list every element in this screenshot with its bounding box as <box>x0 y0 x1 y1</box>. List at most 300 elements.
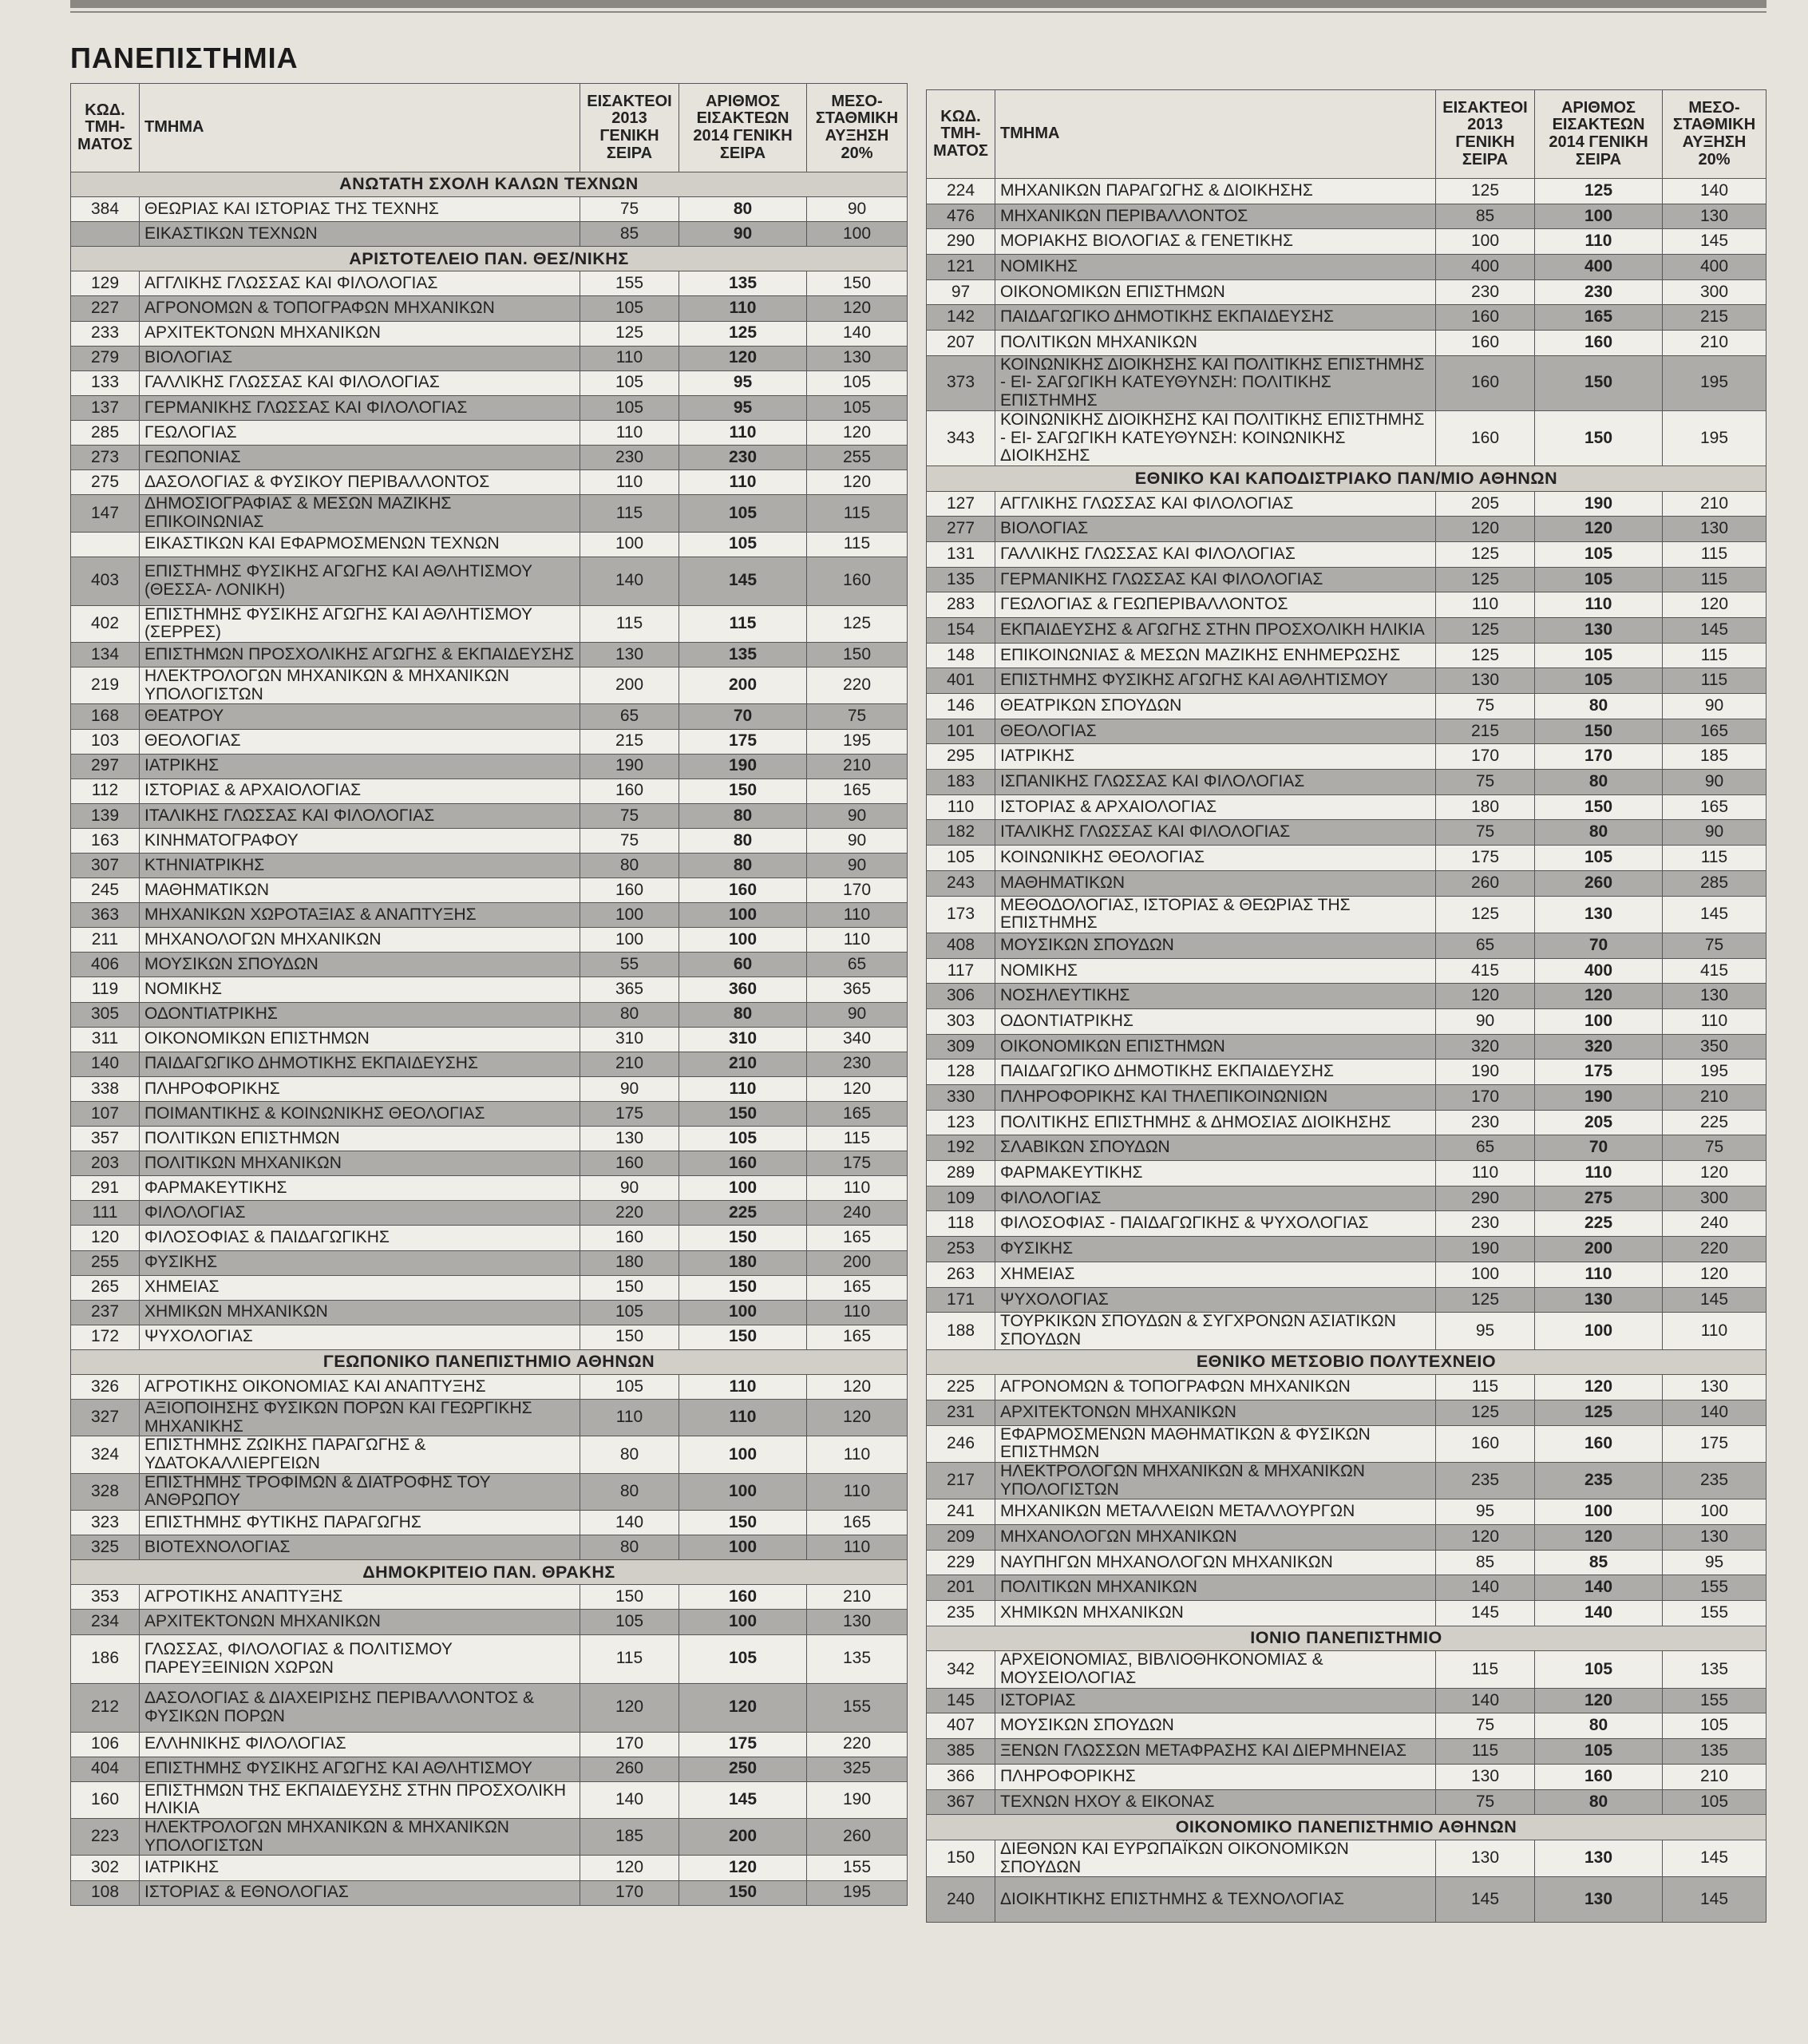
department-code: 133 <box>71 370 140 395</box>
weighted-increase: 130 <box>1663 1375 1766 1400</box>
department-name: ΒΙΟΛΟΓΙΑΣ <box>140 346 580 370</box>
admitted-2014: 135 <box>679 643 807 667</box>
admitted-2014: 105 <box>679 1127 807 1151</box>
department-code: 171 <box>927 1287 995 1313</box>
department-name: ΙΤΑΛΙΚΗΣ ΓΛΩΣΣΑΣ ΚΑΙ ΦΙΛΟΛΟΓΙΑΣ <box>995 820 1436 846</box>
department-name: ΓΑΛΛΙΚΗΣ ΓΛΩΣΣΑΣ ΚΑΙ ΦΙΛΟΛΟΓΙΑΣ <box>140 370 580 395</box>
department-name: ΑΓΡΟΤΙΚΗΣ ΟΙΚΟΝΟΜΙΑΣ ΚΑΙ ΑΝΑΠΤΥΞΗΣ <box>140 1374 580 1399</box>
table-row <box>927 1524 1766 1550</box>
department-name: ΕΠΙΣΤΗΜΩΝ ΤΗΣ ΕΚΠΑΙΔΕΥΣΗΣ ΣΤΗΝ ΠΡΟΣΧΟΛΙΚΗ ΗΛΙΚΙΑ <box>140 1781 580 1818</box>
weighted-increase: 210 <box>1663 331 1766 356</box>
admitted-2014: 100 <box>679 903 807 928</box>
weighted-increase: 105 <box>1663 1713 1766 1739</box>
weighted-increase: 165 <box>807 1511 908 1535</box>
admitted-2013: 80 <box>580 1473 679 1510</box>
admitted-2013: 210 <box>580 1052 679 1076</box>
admitted-2013: 140 <box>580 1511 679 1535</box>
admitted-2014: 145 <box>679 1781 807 1818</box>
table-row <box>927 1688 1766 1713</box>
admitted-2013: 170 <box>1436 744 1535 770</box>
weighted-increase: 120 <box>1663 1161 1766 1186</box>
weighted-increase: 150 <box>807 271 908 296</box>
department-name: ΨΥΧΟΛΟΓΙΑΣ <box>995 1287 1436 1313</box>
admitted-2013: 200 <box>580 667 679 704</box>
admitted-2014: 105 <box>1535 1739 1663 1765</box>
department-name: ΗΛΕΚΤΡΟΛΟΓΩΝ ΜΗΧΑΝΙΚΩΝ & ΜΗΧΑΝΙΚΩΝ ΥΠΟΛΟΓΙΣΤΩΝ <box>140 1819 580 1856</box>
weighted-increase: 215 <box>1663 305 1766 331</box>
admitted-2013: 215 <box>580 729 679 754</box>
admitted-2013: 215 <box>1436 719 1535 744</box>
department-code: 326 <box>71 1374 140 1399</box>
department-code: 330 <box>927 1085 995 1111</box>
admitted-2014: 110 <box>679 1374 807 1399</box>
weighted-increase: 110 <box>1663 1008 1766 1034</box>
weighted-increase: 195 <box>1663 355 1766 410</box>
admitted-2014: 120 <box>679 1683 807 1732</box>
department-name: ΓΕΩΛΟΓΙΑΣ <box>140 420 580 445</box>
department-code: 255 <box>71 1250 140 1275</box>
weighted-increase: 115 <box>807 495 908 532</box>
admitted-2014: 105 <box>679 495 807 532</box>
admitted-2013: 125 <box>1436 643 1535 668</box>
admitted-2013: 120 <box>1436 1524 1535 1550</box>
weighted-increase: 225 <box>1663 1110 1766 1135</box>
admitted-2014: 100 <box>679 1436 807 1473</box>
table-row <box>71 667 908 704</box>
admissions-table-right <box>926 89 1766 1923</box>
table-row <box>71 1683 908 1732</box>
department-name: ΑΡΧΕΙΟΝΟΜΙΑΣ, ΒΙΒΛΙΟΘΗΚΟΝΟΜΙΑΣ & ΜΟΥΣΕΙΟΛΟΓΙΑΣ <box>995 1651 1436 1688</box>
department-code: 307 <box>71 854 140 878</box>
weighted-increase: 75 <box>807 704 908 729</box>
table-row <box>71 222 908 247</box>
admitted-2013: 105 <box>580 1610 679 1634</box>
department-name: ΕΙΚΑΣΤΙΚΩΝ ΚΑΙ ΕΦΑΡΜΟΣΜΕΝΩΝ ΤΕΧΝΩΝ <box>140 532 580 557</box>
weighted-increase: 90 <box>807 1002 908 1027</box>
admitted-2014: 105 <box>1535 668 1663 694</box>
weighted-increase: 210 <box>807 754 908 778</box>
admitted-2013: 90 <box>1436 1008 1535 1034</box>
department-name: ΚΟΙΝΩΝΙΚΗΣ ΔΙΟΙΚΗΣΗΣ ΚΑΙ ΠΟΛΙΤΙΚΗΣ ΕΠΙΣΤΗΜΗΣ - ΕΙ- ΣΑΓΩΓΙΚΗ ΚΑΤΕΥΘΥΝΣΗ: ΚΟΙΝΩΝΙΚΗΣ ΔΙΟΙΚΗΣΗΣ <box>995 410 1436 465</box>
admitted-2013: 55 <box>580 953 679 977</box>
admitted-2014: 175 <box>679 1732 807 1757</box>
admitted-2013: 180 <box>580 1250 679 1275</box>
admitted-2014: 100 <box>679 928 807 953</box>
department-code: 227 <box>71 296 140 321</box>
admitted-2013: 400 <box>1436 255 1535 280</box>
table-row <box>927 1008 1766 1034</box>
admitted-2013: 160 <box>1436 331 1535 356</box>
department-code: 219 <box>71 667 140 704</box>
department-name: ΦΙΛΟΛΟΓΙΑΣ <box>140 1201 580 1226</box>
table-row <box>71 1511 908 1535</box>
admitted-2013: 125 <box>1436 1400 1535 1425</box>
department-code: 107 <box>71 1101 140 1126</box>
admitted-2013: 115 <box>1436 1651 1535 1688</box>
department-code: 303 <box>927 1008 995 1034</box>
department-name: ΓΑΛΛΙΚΗΣ ΓΛΩΣΣΑΣ ΚΑΙ ΦΙΛΟΛΟΓΙΑΣ <box>995 541 1436 567</box>
admitted-2013: 65 <box>1436 1135 1535 1161</box>
table-row <box>927 1060 1766 1085</box>
header-avg: ΜΕΣΟ- ΣΤΑΘΜΙΚΗ ΑΥΞΗΣΗ 20% <box>807 84 908 172</box>
admitted-2014: 90 <box>679 222 807 247</box>
table-row <box>71 729 908 754</box>
admitted-2014: 100 <box>1535 1313 1663 1349</box>
admitted-2014: 80 <box>1535 1789 1663 1815</box>
department-name: ΕΚΠΑΙΔΕΥΣΗΣ & ΑΓΩΓΗΣ ΣΤΗΝ ΠΡΟΣΧΟΛΙΚΗ ΗΛΙΚΙΑ <box>995 617 1436 643</box>
department-name: ΙΑΤΡΙΚΗΣ <box>995 744 1436 770</box>
admitted-2014: 110 <box>1535 592 1663 618</box>
page-title: ΠΑΝΕΠΙΣΤΗΜΙΑ <box>70 42 299 74</box>
department-name: ΑΓΓΛΙΚΗΣ ΓΛΩΣΣΑΣ ΚΑΙ ΦΙΛΟΛΟΓΙΑΣ <box>995 491 1436 517</box>
top-rule <box>70 0 1766 8</box>
weighted-increase: 195 <box>807 729 908 754</box>
department-name: ΠΛΗΡΟΦΟΡΙΚΗΣ <box>995 1764 1436 1789</box>
table-row <box>71 346 908 370</box>
table-row <box>927 933 1766 958</box>
admitted-2014: 110 <box>679 1400 807 1436</box>
table-row <box>927 1499 1766 1525</box>
table-row <box>71 977 908 1002</box>
weighted-increase: 140 <box>1663 1400 1766 1425</box>
admitted-2013: 260 <box>1436 870 1535 896</box>
department-code: 127 <box>927 491 995 517</box>
weighted-increase: 110 <box>807 903 908 928</box>
department-code: 150 <box>927 1840 995 1876</box>
department-name: ΤΟΥΡΚΙΚΩΝ ΣΠΟΥΔΩΝ & ΣΥΓΧΡΟΝΩΝ ΑΣΙΑΤΙΚΩΝ ΣΠΟΥΔΩΝ <box>995 1313 1436 1349</box>
department-name: ΙΣΤΟΡΙΑΣ & ΑΡΧΑΙΟΛΟΓΙΑΣ <box>995 794 1436 820</box>
admitted-2013: 160 <box>580 1151 679 1176</box>
weighted-increase: 115 <box>1663 541 1766 567</box>
table-row <box>71 1473 908 1510</box>
weighted-increase: 190 <box>807 1781 908 1818</box>
department-code: 357 <box>71 1127 140 1151</box>
weighted-increase: 210 <box>807 1585 908 1610</box>
admitted-2013: 110 <box>1436 592 1535 618</box>
weighted-increase: 285 <box>1663 870 1766 896</box>
department-code: 168 <box>71 704 140 729</box>
department-name: ΑΡΧΙΤΕΚΤΟΝΩΝ ΜΗΧΑΝΙΚΩΝ <box>140 321 580 346</box>
admitted-2013: 205 <box>1436 491 1535 517</box>
admitted-2013: 95 <box>1436 1499 1535 1525</box>
admitted-2013: 160 <box>1436 305 1535 331</box>
department-name: ΜΗΧΑΝΙΚΩΝ ΠΕΡΙΒΑΛΛΟΝΤΟΣ <box>995 204 1436 229</box>
department-name: ΤΕΧΝΩΝ ΗΧΟΥ & ΕΙΚΟΝΑΣ <box>995 1789 1436 1815</box>
admitted-2013: 130 <box>580 643 679 667</box>
institution-header-row <box>71 247 908 271</box>
institution-name: ΙΟΝΙΟ ΠΑΝΕΠΙΣΤΗΜΙΟ <box>927 1626 1766 1651</box>
table-row <box>71 1226 908 1250</box>
header-code: ΚΩΔ. ΤΜΗ- ΜΑΤΟΣ <box>927 90 995 179</box>
admitted-2014: 205 <box>1535 1110 1663 1135</box>
admitted-2014: 160 <box>679 1151 807 1176</box>
admitted-2013: 160 <box>580 878 679 903</box>
department-name: ΘΕΟΛΟΓΙΑΣ <box>995 719 1436 744</box>
table-header-row <box>927 90 1766 179</box>
department-name: ΦΑΡΜΑΚΕΥΤΙΚΗΣ <box>140 1176 580 1201</box>
table-row <box>71 1052 908 1076</box>
table-row <box>927 1575 1766 1601</box>
weighted-increase: 300 <box>1663 1186 1766 1211</box>
department-code: 123 <box>927 1110 995 1135</box>
admitted-2013: 160 <box>580 778 679 803</box>
weighted-increase: 210 <box>1663 1085 1766 1111</box>
weighted-increase: 120 <box>807 1076 908 1101</box>
weighted-increase: 145 <box>1663 1877 1766 1923</box>
department-name: ΙΤΑΛΙΚΗΣ ΓΛΩΣΣΑΣ ΚΑΙ ΦΙΛΟΛΟΓΙΑΣ <box>140 803 580 828</box>
weighted-increase: 115 <box>1663 668 1766 694</box>
institution-header-row <box>927 465 1766 491</box>
admitted-2013: 155 <box>580 271 679 296</box>
department-code: 240 <box>927 1877 995 1923</box>
weighted-increase: 115 <box>1663 643 1766 668</box>
department-name: ΘΕΑΤΡΙΚΩΝ ΣΠΟΥΔΩΝ <box>995 694 1436 719</box>
weighted-increase: 255 <box>807 446 908 470</box>
admitted-2013: 100 <box>580 903 679 928</box>
department-name: ΜΗΧΑΝΙΚΩΝ ΠΑΡΑΓΩΓΗΣ & ΔΙΟΙΚΗΣΗΣ <box>995 179 1436 204</box>
admitted-2013: 130 <box>1436 668 1535 694</box>
table-row <box>927 1313 1766 1349</box>
admitted-2014: 80 <box>1535 694 1663 719</box>
table-row <box>71 446 908 470</box>
department-name: ΕΠΙΣΤΗΜΗΣ ΦΥΣΙΚΗΣ ΑΓΩΓΗΣ ΚΑΙ ΑΘΛΗΤΙΣΜΟΥ <box>140 1757 580 1781</box>
department-code: 207 <box>927 331 995 356</box>
admitted-2014: 95 <box>679 370 807 395</box>
table-row <box>927 1462 1766 1499</box>
table-row <box>71 1757 908 1781</box>
admitted-2013: 105 <box>580 1300 679 1325</box>
department-name: ΚΟΙΝΩΝΙΚΗΣ ΔΙΟΙΚΗΣΗΣ ΚΑΙ ΠΟΛΙΤΙΚΗΣ ΕΠΙΣΤΗΜΗΣ - ΕΙ- ΣΑΓΩΓΙΚΗ ΚΑΤΕΥΘΥΝΣΗ: ΠΟΛΙΤΙΚΗΣ ΕΠΙΣΤΗΜΗΣ <box>995 355 1436 410</box>
department-code: 338 <box>71 1076 140 1101</box>
table-row <box>927 719 1766 744</box>
right-column <box>926 89 1766 1923</box>
department-name: ΜΗΧΑΝΙΚΩΝ ΜΕΤΑΛΛΕΙΩΝ ΜΕΤΑΛΛΟΥΡΓΩΝ <box>995 1499 1436 1525</box>
weighted-increase: 90 <box>807 803 908 828</box>
department-code: 385 <box>927 1739 995 1765</box>
table-row <box>71 928 908 953</box>
table-row <box>927 1764 1766 1789</box>
department-code: 145 <box>927 1688 995 1713</box>
department-code: 295 <box>927 744 995 770</box>
admitted-2013: 125 <box>1436 541 1535 567</box>
department-code: 291 <box>71 1176 140 1201</box>
weighted-increase: 90 <box>807 828 908 853</box>
admitted-2013: 75 <box>1436 694 1535 719</box>
weighted-increase: 175 <box>807 1151 908 1176</box>
department-code: 311 <box>71 1027 140 1052</box>
header-2014: ΑΡΙΘΜΟΣ ΕΙΣΑΚΤΕΩΝ 2014 ΓΕΝΙΚΗ ΣΕΙΡΑ <box>679 84 807 172</box>
weighted-increase: 90 <box>1663 820 1766 846</box>
admitted-2014: 150 <box>679 1325 807 1349</box>
admitted-2013: 170 <box>580 1732 679 1757</box>
weighted-increase: 90 <box>807 197 908 222</box>
admitted-2013: 65 <box>1436 933 1535 958</box>
department-code: 183 <box>927 770 995 795</box>
weighted-increase: 125 <box>807 605 908 642</box>
admitted-2013: 110 <box>580 470 679 495</box>
admitted-2013: 120 <box>1436 984 1535 1009</box>
admitted-2013: 130 <box>580 1127 679 1151</box>
weighted-increase: 415 <box>1663 958 1766 984</box>
table-row <box>927 1550 1766 1575</box>
department-code: 324 <box>71 1436 140 1473</box>
institution-header-row <box>71 172 908 197</box>
department-name: ΝΟΣΗΛΕΥΤΙΚΗΣ <box>995 984 1436 1009</box>
weighted-increase: 130 <box>807 346 908 370</box>
admitted-2014: 120 <box>1535 1688 1663 1713</box>
header-name: ΤΜΗΜΑ <box>995 90 1436 179</box>
department-code: 225 <box>927 1375 995 1400</box>
department-code: 106 <box>71 1732 140 1757</box>
weighted-increase: 160 <box>807 557 908 605</box>
weighted-increase: 115 <box>1663 567 1766 592</box>
department-code: 243 <box>927 870 995 896</box>
weighted-increase: 400 <box>1663 255 1766 280</box>
admitted-2013: 230 <box>1436 1211 1535 1237</box>
admitted-2014: 130 <box>1535 1877 1663 1923</box>
weighted-increase: 90 <box>1663 770 1766 795</box>
department-name: ΑΓΡΟΝΟΜΩΝ & ΤΟΠΟΓΡΑΦΩΝ ΜΗΧΑΝΙΚΩΝ <box>140 296 580 321</box>
weighted-increase: 175 <box>1663 1425 1766 1462</box>
department-code: 305 <box>71 1002 140 1027</box>
department-code: 110 <box>927 794 995 820</box>
admitted-2014: 125 <box>1535 1400 1663 1425</box>
department-code: 163 <box>71 828 140 853</box>
weighted-increase: 110 <box>807 1535 908 1560</box>
admitted-2014: 120 <box>679 1856 807 1880</box>
institution-header-row <box>71 1349 908 1374</box>
admitted-2013: 105 <box>580 1374 679 1399</box>
left-column <box>70 83 907 1906</box>
department-code: 201 <box>927 1575 995 1601</box>
table-row <box>927 1877 1766 1923</box>
table-row <box>71 197 908 222</box>
admitted-2014: 80 <box>679 197 807 222</box>
table-row <box>71 1374 908 1399</box>
admitted-2013: 190 <box>580 754 679 778</box>
table-row <box>927 1135 1766 1161</box>
department-name: ΑΓΡΟΤΙΚΗΣ ΑΝΑΠΤΥΞΗΣ <box>140 1585 580 1610</box>
weighted-increase: 110 <box>807 1473 908 1510</box>
admitted-2014: 140 <box>1535 1601 1663 1626</box>
department-code: 342 <box>927 1651 995 1688</box>
department-code: 323 <box>71 1511 140 1535</box>
department-name: ΦΥΣΙΚΗΣ <box>140 1250 580 1275</box>
admitted-2013: 125 <box>1436 567 1535 592</box>
department-name: ΠΟΛΙΤΙΚΩΝ ΜΗΧΑΝΙΚΩΝ <box>995 1575 1436 1601</box>
weighted-increase: 120 <box>807 470 908 495</box>
weighted-increase: 155 <box>1663 1601 1766 1626</box>
department-code: 235 <box>927 1601 995 1626</box>
weighted-increase: 240 <box>1663 1211 1766 1237</box>
admitted-2013: 90 <box>580 1176 679 1201</box>
admitted-2014: 180 <box>679 1250 807 1275</box>
admitted-2014: 135 <box>679 271 807 296</box>
admitted-2013: 95 <box>1436 1313 1535 1349</box>
admitted-2013: 110 <box>580 346 679 370</box>
admitted-2013: 115 <box>1436 1375 1535 1400</box>
department-name: ΔΑΣΟΛΟΓΙΑΣ & ΔΙΑΧΕΙΡΙΣΗΣ ΠΕΡΙΒΑΛΛΟΝΤΟΣ & ΦΥΣΙΚΩΝ ΠΟΡΩΝ <box>140 1683 580 1732</box>
admitted-2014: 190 <box>679 754 807 778</box>
admitted-2013: 175 <box>1436 846 1535 871</box>
department-code: 119 <box>71 977 140 1002</box>
department-name: ΠΑΙΔΑΓΩΓΙΚΟ ΔΗΜΟΤΙΚΗΣ ΕΚΠΑΙΔΕΥΣΗΣ <box>995 305 1436 331</box>
table-row <box>71 470 908 495</box>
department-name: ΚΙΝΗΜΑΤΟΓΡΑΦΟΥ <box>140 828 580 853</box>
table-row <box>71 557 908 605</box>
department-code: 101 <box>927 719 995 744</box>
table-row <box>71 1300 908 1325</box>
weighted-increase: 65 <box>807 953 908 977</box>
table-header-row <box>71 84 908 172</box>
department-name: ΠΑΙΔΑΓΩΓΙΚΟ ΔΗΜΟΤΙΚΗΣ ΕΚΠΑΙΔΕΥΣΗΣ <box>995 1060 1436 1085</box>
admitted-2014: 150 <box>679 1880 807 1905</box>
table-row <box>71 854 908 878</box>
table-row <box>927 1840 1766 1876</box>
admitted-2013: 185 <box>580 1819 679 1856</box>
weighted-increase: 220 <box>807 1732 908 1757</box>
department-code: 120 <box>71 1226 140 1250</box>
table-row <box>927 794 1766 820</box>
department-code: 229 <box>927 1550 995 1575</box>
admitted-2014: 275 <box>1535 1186 1663 1211</box>
department-name: ΜΟΥΣΙΚΩΝ ΣΠΟΥΔΩΝ <box>995 1713 1436 1739</box>
table-row <box>71 420 908 445</box>
table-row <box>71 1880 908 1905</box>
table-row <box>71 1819 908 1856</box>
table-row <box>71 1002 908 1027</box>
department-name: ΜΟΥΣΙΚΩΝ ΣΠΟΥΔΩΝ <box>140 953 580 977</box>
admitted-2013: 230 <box>1436 279 1535 305</box>
institution-name: ΟΙΚΟΝΟΜΙΚΟ ΠΑΝΕΠΙΣΤΗΜΙΟ ΑΘΗΝΩΝ <box>927 1815 1766 1840</box>
department-code: 203 <box>71 1151 140 1176</box>
admitted-2014: 190 <box>1535 491 1663 517</box>
department-code: 373 <box>927 355 995 410</box>
weighted-increase: 240 <box>807 1201 908 1226</box>
admitted-2014: 150 <box>679 1226 807 1250</box>
institution-name: ΔΗΜΟΚΡΙΤΕΙΟ ΠΑΝ. ΘΡΑΚΗΣ <box>71 1560 908 1585</box>
admitted-2013: 75 <box>580 828 679 853</box>
admitted-2013: 130 <box>1436 1764 1535 1789</box>
department-name: ΦΑΡΜΑΚΕΥΤΙΚΗΣ <box>995 1161 1436 1186</box>
table-row <box>927 643 1766 668</box>
admitted-2014: 200 <box>679 1819 807 1856</box>
department-code: 118 <box>927 1211 995 1237</box>
department-name: ΕΠΙΣΤΗΜΗΣ ΤΡΟΦΙΜΩΝ & ΔΙΑΤΡΟΦΗΣ ΤΟΥ ΑΝΘΡΩΠΟΥ <box>140 1473 580 1510</box>
department-code: 137 <box>71 395 140 420</box>
table-row <box>71 953 908 977</box>
weighted-increase: 105 <box>807 370 908 395</box>
department-name: ΙΑΤΡΙΚΗΣ <box>140 754 580 778</box>
department-code: 283 <box>927 592 995 618</box>
weighted-increase: 165 <box>807 778 908 803</box>
table-row <box>71 495 908 532</box>
department-code: 121 <box>927 255 995 280</box>
admitted-2014: 210 <box>679 1052 807 1076</box>
admitted-2013: 290 <box>1436 1186 1535 1211</box>
admitted-2013: 170 <box>1436 1085 1535 1111</box>
admitted-2013: 125 <box>1436 617 1535 643</box>
weighted-increase: 115 <box>807 1127 908 1151</box>
table-row <box>927 229 1766 255</box>
department-code: 476 <box>927 204 995 229</box>
admitted-2014: 235 <box>1535 1462 1663 1499</box>
header-2013: ΕΙΣΑΚΤΕΟΙ 2013 ΓΕΝΙΚΗ ΣΕΙΡΑ <box>1436 90 1535 179</box>
table-row <box>71 271 908 296</box>
admitted-2014: 60 <box>679 953 807 977</box>
admitted-2013: 110 <box>580 1400 679 1436</box>
table-row <box>927 984 1766 1009</box>
